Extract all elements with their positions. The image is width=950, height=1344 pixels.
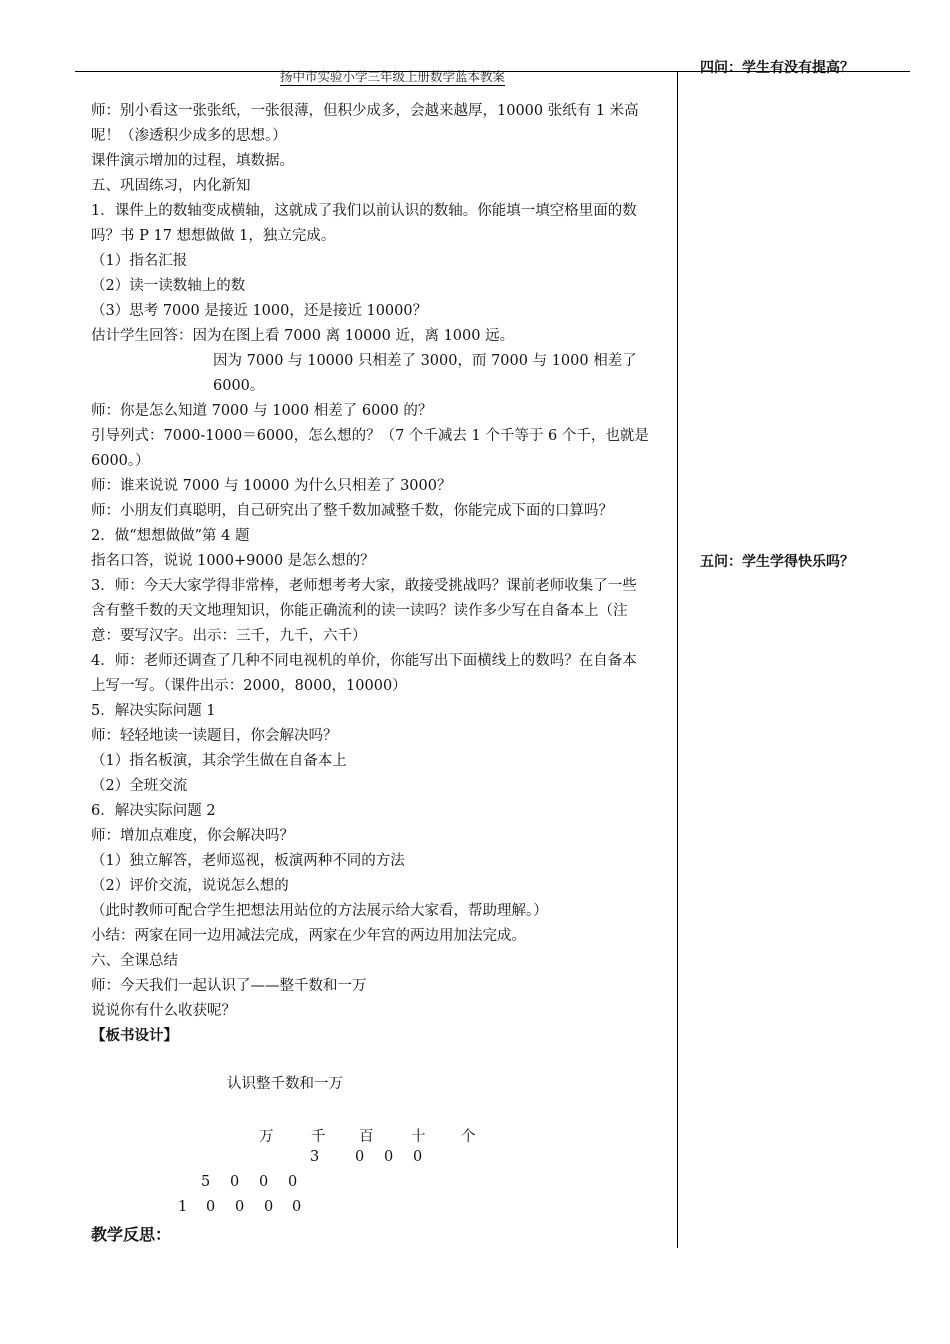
digit: 5 — [201, 1174, 211, 1190]
body-line: （此时教师可配合学生把想法用站位的方法展示给大家看，帮助理解。） — [91, 903, 548, 919]
body-line: （3）思考 7000 是接近 1000，还是接近 10000？ — [91, 303, 428, 319]
page-header-title: 扬中市实验小学三年级上册数学蓝本教案 — [280, 69, 506, 84]
digit: 0 — [235, 1199, 245, 1215]
body-line: 说说你有什么收获呢？ — [91, 1003, 236, 1019]
digit: 0 — [413, 1149, 423, 1165]
digit: 0 — [230, 1174, 240, 1190]
body-line: 4．师：老师还调查了几种不同电视机的单价，你能写出下面横线上的数吗？在自备本上写一写。（课件出示：2000，8000，10000） — [91, 653, 637, 694]
body-line: 师：你是怎么知道 7000 与 1000 相差了 6000 的？ — [91, 403, 433, 419]
digit: 0 — [355, 1149, 365, 1165]
body-line: 因为 7000 与 10000 只相差了 3000，而 7000 与 1000 相差了 6000。 — [213, 353, 637, 394]
body-line: 六、全课总结 — [91, 953, 178, 969]
digit: 0 — [288, 1174, 298, 1190]
digit: 1 — [178, 1199, 188, 1215]
side-question-5: 五问：学生学得快乐吗？ — [700, 554, 854, 570]
lesson-body — [91, 99, 651, 1049]
digit: 0 — [206, 1199, 216, 1215]
digit: 0 — [259, 1174, 269, 1190]
body-line: 师：增加点难度，你会解决吗？ — [91, 828, 294, 844]
body-line: （2）读一读数轴上的数 — [91, 278, 246, 294]
digit: 0 — [264, 1199, 274, 1215]
body-line: （1）独立解答，老师巡视，板演两种不同的方法 — [91, 853, 405, 869]
place-wan: 万 — [259, 1129, 274, 1145]
body-line: 课件演示增加的过程，填数据。 — [91, 153, 294, 169]
board-title: 认识整千数和一万 — [227, 1076, 343, 1092]
body-line: （2）全班交流 — [91, 778, 188, 794]
teaching-reflection-heading: 教学反思： — [91, 1225, 172, 1244]
body-line: 3．师：今天大家学得非常棒，老师想考考大家，敢接受挑战吗？课前老师收集了一些含有整千数的天文地理知识，你能正确流利的读一读吗？读作多少写在自备本上（注意：要写汉字。出示：三千，九千，六千） — [91, 578, 637, 644]
body-line: 指名口答，说说 1000+9000 是怎么想的？ — [91, 553, 375, 569]
body-line: 师：轻轻地读一读题目，你会解决吗？ — [91, 728, 338, 744]
body-line: 五、巩固练习，内化新知 — [91, 178, 251, 194]
body-line: 5．解决实际问题 1 — [91, 703, 216, 719]
body-line: 小结：两家在同一边用减法完成，两家在少年宫的两边用加法完成。 — [91, 928, 526, 944]
body-line: （1）指名板演，其余学生做在自备本上 — [91, 753, 347, 769]
body-line: 师：别小看这一张张纸，一张很薄，但积少成多，会越来越厚，10000 张纸有 1 米高呢！（渗透积少成多的思想。） — [91, 103, 639, 144]
place-ge: 个 — [461, 1129, 476, 1145]
body-line: 师：谁来说说 7000 与 10000 为什么只相差了 3000？ — [91, 478, 452, 494]
digit: 0 — [292, 1199, 302, 1215]
side-question-4: 四问：学生有没有提高？ — [700, 60, 854, 76]
body-line: 6．解决实际问题 2 — [91, 803, 216, 819]
body-line: 引导列式：7000-1000＝6000，怎么想的？（7 个千减去 1 个千等于 6 个千，也就是 6000。） — [91, 428, 649, 469]
body-line: 估计学生回答：因为在图上看 7000 离 10000 近，离 1000 远。 — [91, 328, 515, 344]
place-shi: 十 — [411, 1129, 426, 1145]
body-line: 师：今天我们一起认识了——整千数和一万 — [91, 978, 367, 994]
place-qian: 千 — [311, 1129, 326, 1145]
body-line: （1）指名汇报 — [91, 253, 188, 269]
body-line: 师：小朋友们真聪明，自己研究出了整千数加减整千数，你能完成下面的口算吗？ — [91, 503, 613, 519]
digit: 3 — [310, 1149, 320, 1165]
digit: 0 — [384, 1149, 394, 1165]
place-bai: 百 — [359, 1129, 374, 1145]
body-line: （2）评价交流，说说怎么想的 — [91, 878, 289, 894]
board-design-heading: 【板书设计】 — [91, 1028, 178, 1044]
body-line: 1．课件上的数轴变成横轴，这就成了我们以前认识的数轴。你能填一填空格里面的数吗？书 P 17 想想做做 1，独立完成。 — [91, 203, 637, 244]
body-line: 2．做“想想做做”第 4 题 — [91, 528, 250, 544]
column-divider — [677, 72, 678, 1248]
